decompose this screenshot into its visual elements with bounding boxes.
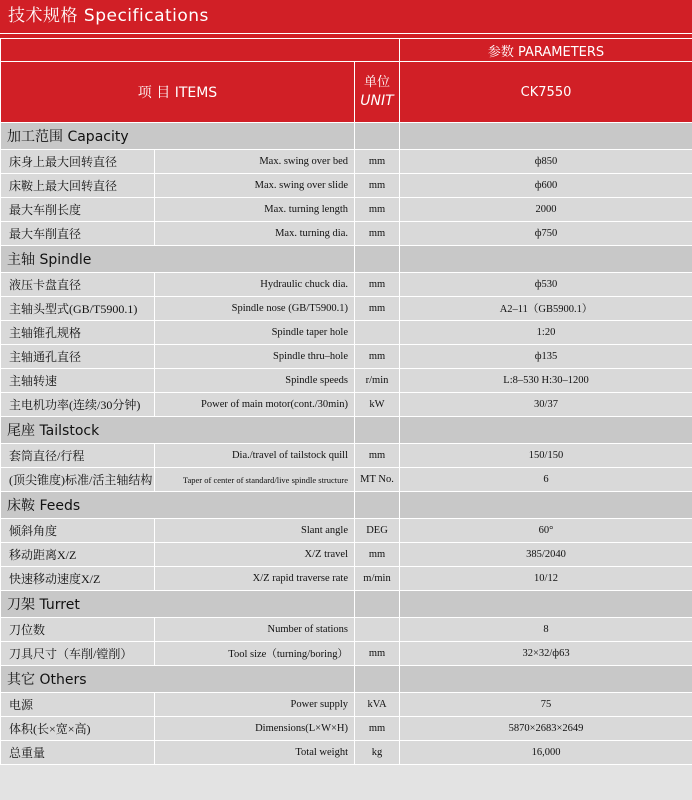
table-row	[1, 543, 692, 567]
item-name-cn: 床鞍上最大回转直径	[1, 174, 155, 198]
item-unit: kW	[355, 393, 400, 417]
item-name-cn: 电源	[1, 693, 155, 717]
table-row	[1, 150, 692, 174]
item-name-cn: 最大车削直径	[1, 222, 155, 246]
table-row	[1, 273, 692, 297]
section-title: 尾座 Tailstock	[1, 417, 355, 444]
section-title: 刀架 Turret	[1, 591, 355, 618]
item-name-cn: 主轴转速	[1, 369, 155, 393]
section-title: 加工范围 Capacity	[1, 123, 355, 150]
item-name-cn: 最大车削长度	[1, 198, 155, 222]
unit-header-cn: 单位	[364, 75, 391, 90]
item-unit: kVA	[355, 693, 400, 717]
item-unit: MT No.	[355, 468, 400, 492]
section-header-row	[1, 417, 692, 444]
unit-header-en: UNIT	[360, 93, 394, 109]
item-name-en: Spindle speeds	[155, 369, 355, 393]
item-name-en: Slant angle	[155, 519, 355, 543]
section-unit-blank	[355, 123, 400, 150]
item-name-en: Max. turning dia.	[155, 222, 355, 246]
item-value: ф600	[400, 174, 692, 198]
item-value: 75	[400, 693, 692, 717]
item-name-en: X/Z travel	[155, 543, 355, 567]
section-unit-blank	[355, 492, 400, 519]
item-name-en: Dimensions(L×W×H)	[155, 717, 355, 741]
item-name-en: Max. swing over slide	[155, 174, 355, 198]
spec-table	[0, 38, 692, 765]
item-name-cn: 快速移动速度X/Z	[1, 567, 155, 591]
unit-header	[355, 62, 400, 123]
section-value-blank	[400, 417, 692, 444]
item-unit: mm	[355, 222, 400, 246]
item-name-en: Power supply	[155, 693, 355, 717]
table-row	[1, 642, 692, 666]
section-value-blank	[400, 591, 692, 618]
item-name-en: Dia./travel of tailstock quill	[155, 444, 355, 468]
table-row	[1, 369, 692, 393]
item-name-en: Spindle thru–hole	[155, 345, 355, 369]
parameters-header-blank	[1, 39, 400, 62]
item-unit: mm	[355, 717, 400, 741]
item-name-en: Max. turning length	[155, 198, 355, 222]
table-row	[1, 444, 692, 468]
section-header-row	[1, 666, 692, 693]
item-name-en: Taper of center of standard/live spindle structure	[155, 468, 355, 492]
items-header-row	[1, 62, 692, 123]
item-name-en: Total weight	[155, 741, 355, 765]
item-name-cn: 移动距离X/Z	[1, 543, 155, 567]
item-name-en: Number of stations	[155, 618, 355, 642]
item-name-cn: 主轴锥孔规格	[1, 321, 155, 345]
item-name-cn: 主电机功率(连续/30分钟)	[1, 393, 155, 417]
item-unit: mm	[355, 174, 400, 198]
item-unit: mm	[355, 345, 400, 369]
item-value: 10/12	[400, 567, 692, 591]
item-value: 8	[400, 618, 692, 642]
table-row	[1, 468, 692, 492]
item-value: ф135	[400, 345, 692, 369]
item-name-en: Max. swing over bed	[155, 150, 355, 174]
table-row	[1, 393, 692, 417]
item-unit: mm	[355, 150, 400, 174]
section-title: 其它 Others	[1, 666, 355, 693]
table-row	[1, 198, 692, 222]
item-value: 2000	[400, 198, 692, 222]
item-unit: DEG	[355, 519, 400, 543]
section-unit-blank	[355, 246, 400, 273]
section-header-row	[1, 246, 692, 273]
parameters-header: 参数 PARAMETERS	[400, 39, 692, 62]
item-name-cn: (顶尖锥度)标准/活主轴结构	[1, 468, 155, 492]
section-unit-blank	[355, 591, 400, 618]
item-value: 16,000	[400, 741, 692, 765]
table-row	[1, 345, 692, 369]
table-row	[1, 693, 692, 717]
item-value: L:8–530 H:30–1200	[400, 369, 692, 393]
item-name-en: Tool size（turning/boring）	[155, 642, 355, 666]
item-name-cn: 体积(长×宽×高)	[1, 717, 155, 741]
item-unit: mm	[355, 444, 400, 468]
item-unit	[355, 321, 400, 345]
section-value-blank	[400, 246, 692, 273]
item-value: 32×32/ф63	[400, 642, 692, 666]
item-value: 60°	[400, 519, 692, 543]
item-name-cn: 倾斜角度	[1, 519, 155, 543]
item-value: 6	[400, 468, 692, 492]
table-row	[1, 297, 692, 321]
item-unit: mm	[355, 543, 400, 567]
item-value: 30/37	[400, 393, 692, 417]
item-name-cn: 床身上最大回转直径	[1, 150, 155, 174]
table-row	[1, 222, 692, 246]
item-value: ф850	[400, 150, 692, 174]
item-name-cn: 刀具尺寸（车削/镗削）	[1, 642, 155, 666]
item-value: 1:20	[400, 321, 692, 345]
item-unit	[355, 618, 400, 642]
model-header: CK7550	[400, 62, 692, 123]
items-header: 项 目 ITEMS	[1, 62, 355, 123]
section-value-blank	[400, 666, 692, 693]
page-title: 技术规格 Specifications	[0, 0, 692, 33]
item-value: ф750	[400, 222, 692, 246]
section-value-blank	[400, 492, 692, 519]
item-value: ф530	[400, 273, 692, 297]
item-name-en: Hydraulic chuck dia.	[155, 273, 355, 297]
item-value: 385/2040	[400, 543, 692, 567]
item-unit: mm	[355, 642, 400, 666]
section-header-row	[1, 123, 692, 150]
section-unit-blank	[355, 417, 400, 444]
item-name-en: Spindle taper hole	[155, 321, 355, 345]
item-unit: r/min	[355, 369, 400, 393]
section-value-blank	[400, 123, 692, 150]
section-unit-blank	[355, 666, 400, 693]
spec-body	[1, 123, 692, 765]
table-row	[1, 321, 692, 345]
parameters-header-row	[1, 39, 692, 62]
item-value: A2–11（GB5900.1）	[400, 297, 692, 321]
table-row	[1, 717, 692, 741]
item-name-cn: 套筒直径/行程	[1, 444, 155, 468]
item-name-en: X/Z rapid traverse rate	[155, 567, 355, 591]
table-row	[1, 174, 692, 198]
table-row	[1, 741, 692, 765]
item-unit: m/min	[355, 567, 400, 591]
section-header-row	[1, 591, 692, 618]
item-name-cn: 液压卡盘直径	[1, 273, 155, 297]
table-row	[1, 567, 692, 591]
item-unit: mm	[355, 297, 400, 321]
section-title: 床鞍 Feeds	[1, 492, 355, 519]
section-title: 主轴 Spindle	[1, 246, 355, 273]
item-unit: mm	[355, 198, 400, 222]
item-unit: kg	[355, 741, 400, 765]
item-unit: mm	[355, 273, 400, 297]
item-value: 5870×2683×2649	[400, 717, 692, 741]
table-row	[1, 519, 692, 543]
item-name-en: Spindle nose (GB/T5900.1)	[155, 297, 355, 321]
item-name-cn: 主轴头型式(GB/T5900.1)	[1, 297, 155, 321]
section-header-row	[1, 492, 692, 519]
item-name-cn: 总重量	[1, 741, 155, 765]
item-value: 150/150	[400, 444, 692, 468]
item-name-cn: 主轴通孔直径	[1, 345, 155, 369]
table-row	[1, 618, 692, 642]
item-name-cn: 刀位数	[1, 618, 155, 642]
item-name-en: Power of main motor(cont./30min)	[155, 393, 355, 417]
